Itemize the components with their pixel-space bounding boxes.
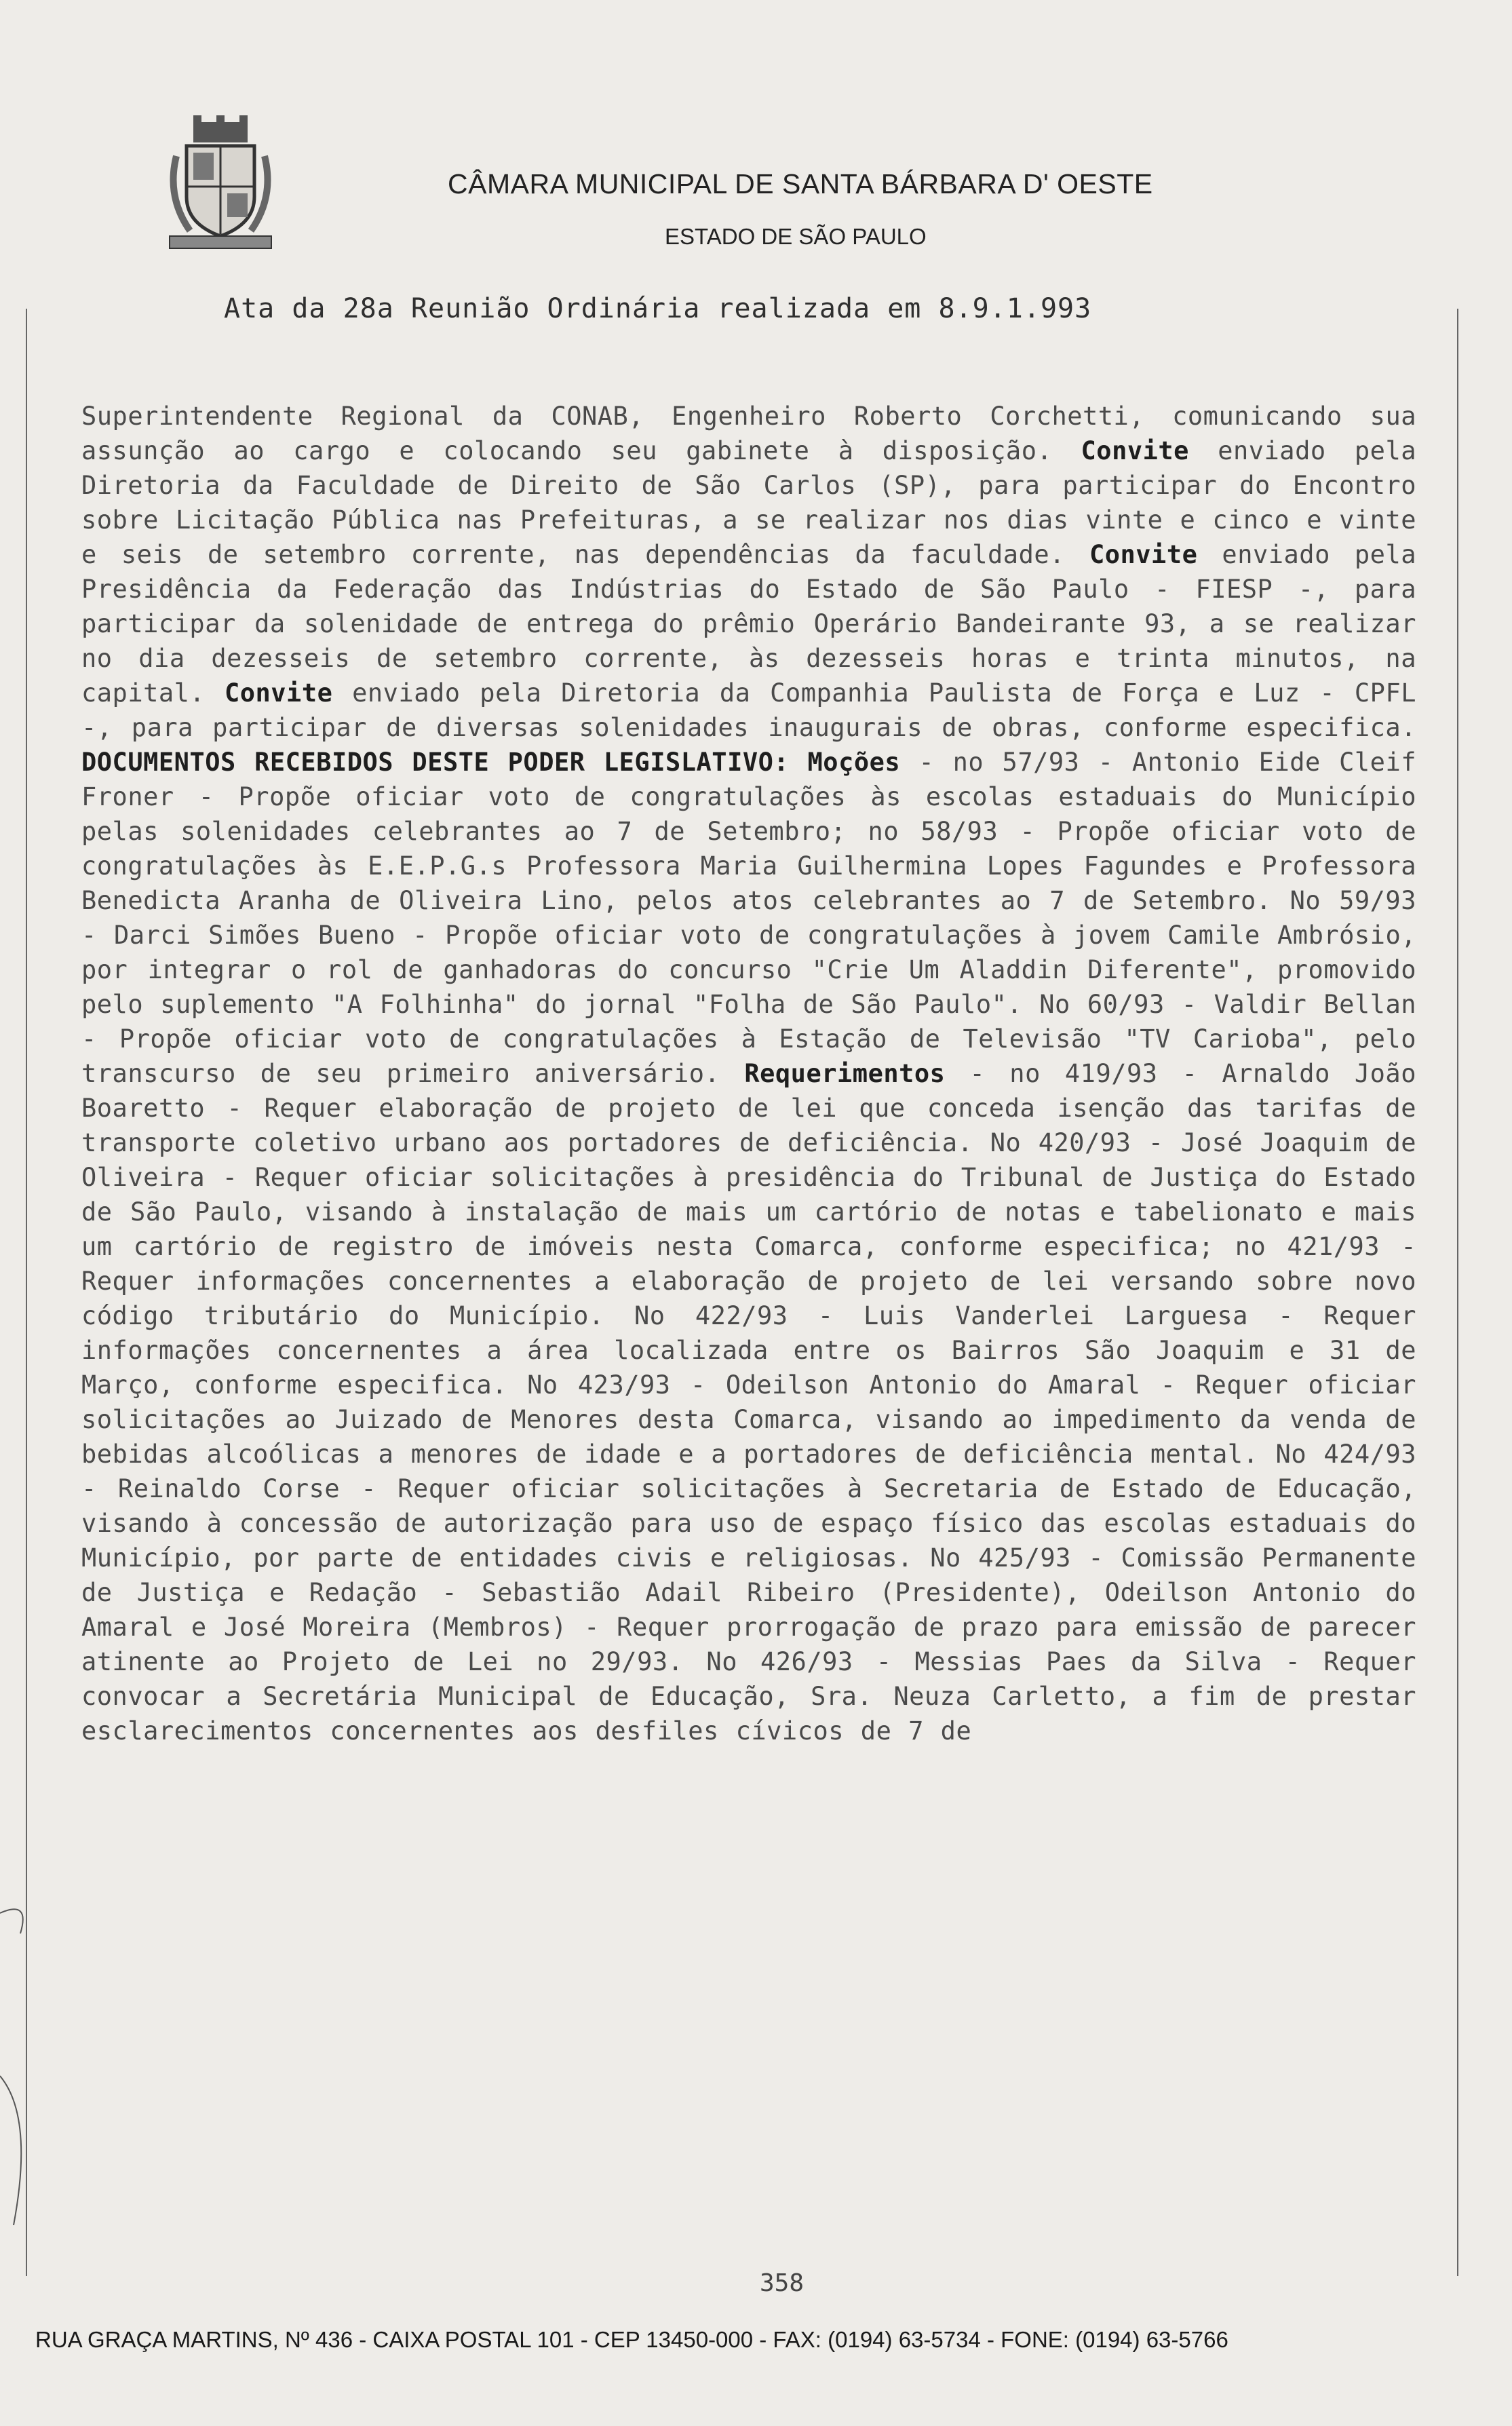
body-segment: Superintendente Regional da CONAB, Engenheiro Roberto Corchetti, comunicando sua assunção ao cargo e colocando seu gabinete à disposição. [81, 402, 1416, 465]
coat-of-arms-icon [163, 115, 278, 251]
letterhead [0, 0, 1512, 271]
convite-label: Convite [1089, 540, 1198, 569]
margin-pen-mark-icon [0, 1872, 41, 2225]
chamber-name: CÂMARA MUNICIPAL DE SANTA BÁRBARA D' OESTE [448, 168, 1153, 199]
convite-label: Convite [224, 678, 333, 708]
state-name: ESTADO DE SÃO PAULO [665, 224, 927, 249]
mocoes-label: Moções [807, 748, 901, 777]
minutes-body [81, 399, 1416, 1748]
requerimentos-label: Requerimentos [744, 1059, 946, 1088]
minutes-title: Ata da 28a Reunião Ordinária realizada em 8.9.1.993 [224, 293, 1092, 324]
footer-address: RUA GRAÇA MARTINS, Nº 436 - CAIXA POSTAL 101 - CEP 13450-000 - FAX: (0194) 63-5734 - FONE: (0194) 63-5766 [35, 2327, 1228, 2352]
body-segment: enviado pela Presidência da Federação das Indústrias do Estado de São Paulo - FIESP -, para participar da solenidade de entrega do prêmio Operário Bandeirante 93, a se realizar no dia dezesseis de setembro corrente, às dezesseis horas e trinta minutos, na capital. [81, 540, 1416, 708]
convite-label: Convite [1081, 436, 1189, 465]
body-segment: - no 57/93 - Antonio Eide Cleif Froner - Propõe oficiar voto de congratulações às escolas estaduais do Município pelas solenidades celebrantes ao 7 de Setembro; no 58/93 - Propõe oficiar voto de congratulações às E.E.P.G.s Professora Maria Guilhermina Lopes Fagundes e Professora Benedicta Aranha de Oliveira Lino, pelos atos celebrantes ao 7 de Setembro. No 59/93 - Darci Simões Bueno - Propõe oficiar voto de congratulações à jovem Camile Ambrósio, por integrar o rol de ganhadoras do concurso "Crie Um Aladdin Diferente", promovido pelo suplemento "A Folhinha" do jornal "Folha de São Paulo". No 60/93 - Valdir Bellan - Propõe oficiar voto de congratulações à Estação de Televisão "TV Carioba", pelo transcurso de seu primeiro aniversário. [81, 748, 1416, 1088]
body-segment: enviado pela Diretoria da Faculdade de Direito de São Carlos (SP), para participar do Encontro sobre Licitação Pública nas Prefeituras, a se realizar nos dias vinte e cinco e vinte e seis de setembro corrente, nas dependências da faculdade. [81, 436, 1416, 569]
documents-heading: DOCUMENTOS RECEBIDOS DESTE PODER LEGISLATIVO: [81, 748, 790, 777]
body-segment: enviado pela Diretoria da Companhia Paulista de Força e Luz - CPFL -, para participar de diversas solenidades inaugurais de obras, conforme especifica. [81, 678, 1416, 742]
page-number: 358 [760, 2269, 805, 2297]
body-segment: - no 419/93 - Arnaldo João Boaretto - Requer elaboração de projeto de lei que conceda isenção das tarifas de transporte coletivo urbano aos portadores de deficiência. No 420/93 - José Joaquim de Oliveira - Requer oficiar solicitações à presidência do Tribunal de Justiça do Estado de São Paulo, visando à instalação de mais um cartório de notas e tabelionato e mais um cartório de registro de imóveis nesta Comarca, conforme especifica; no 421/93 - Requer informações concernentes a elaboração de projeto de lei versando sobre novo código tributário do Município. No 422/93 - Luis Vanderlei Larguesa - Requer informações concernentes a área localizada entre os Bairros São Joaquim e 31 de Março, conforme especifica. No 423/93 - Odeilson Antonio do Amaral - Requer oficiar solicitações ao Juizado de Menores desta Comarca, visando ao impedimento da venda de bebidas alcoólicas a menores de idade e a portadores de deficiência mental. No 424/93 - Reinaldo Corse - Requer oficiar solicitações à Secretaria de Estado de Educação, visando à concessão de autorização para uso de espaço físico das escolas estaduais do Município, por parte de entidades civis e religiosas. No 425/93 - Comissão Permanente de Justiça e Redação - Sebastião Adail Ribeiro (Presidente), Odeilson Antonio do Amaral e José Moreira (Membros) - Requer prorrogação de prazo para emissão de parecer atinente ao Projeto de Lei no 29/93. No 426/93 - Messias Paes da Silva - Requer convocar a Secretária Municipal de Educação, Sra. Neuza Carletto, a fim de prestar esclarecimentos concernentes aos desfiles cívicos de 7 de [81, 1059, 1416, 1746]
right-margin-rule [1457, 309, 1458, 2276]
